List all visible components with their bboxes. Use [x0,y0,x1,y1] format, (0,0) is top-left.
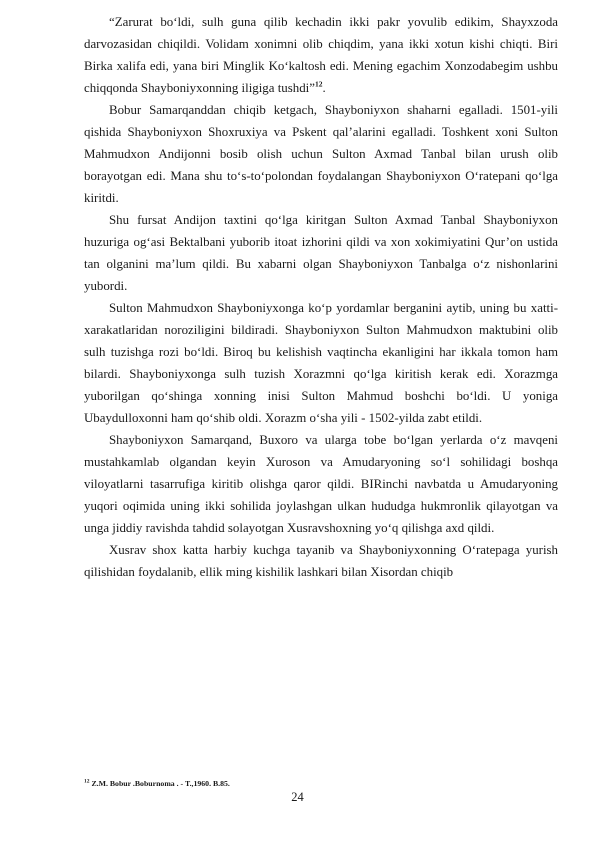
paragraph-2: Bobur Samarqanddan chiqib ketgach, Shayboniyxon shaharni egalladi. 1501-yili qishida Shayboniyxon Shoxruxiya va Pskent qal’alarini egalladi. Toshkent xoni Sulton Mahmudxon Andijonni bosib olish uchun Sulton Axmad Tanbal bilan urush olib borayotgan edi. Mana shu to‘s-to‘polondan foydalangan Shayboniyxon O‘ratepani qo‘lga kiritdi. [84,103,558,205]
page-number: 24 [291,790,304,804]
footnote-text: Z.M. Bobur .Boburnoma . - T.,1960. B.85. [89,779,230,788]
paragraph-5: Shayboniyxon Samarqand, Buxoro va ularga tobe bo‘lgan yerlarda o‘z mavqeni mustahkamlab olgandan keyin Xuroson va Amudaryoning so‘l sohilidagi boshqa viloyatlarni tasarrufiga kiritib olishga qaror qildi. BIRinchi navbatda u Amudaryoning yuqori oqimida uning ikki sohilida joylashgan ulkan hududga hukmronlik qilayotgan va unga jiddiy ravishda tahdid solayotgan Xusravshoxning yo‘q qilishga axd qildi. [84,433,558,535]
paragraph-4: Sulton Mahmudxon Shayboniyxonga ko‘p yordamlar berganini aytib, uning bu xatti-xarakatlaridan noroziligini bildiradi. Shayboniyxon Sulton Mahmudxon maktubini olib sulh tuzishga rozi bo‘ldi. Biroq bu kelishish vaqtincha ekanligini har ikkala tomon ham bilardi. Shayboniyxonga sulh tuzish Xorazmni qo‘lga kiritish kerak edi. Xorazmga yuborilgan qo‘shinga xonning inisi Sulton Mahmud boshchi bo‘ldi. U yoniga Ubaydulloxonni ham qo‘shib oldi. Xorazm o‘sha yili - 1502-yilda zabt etildi. [84,301,558,425]
paragraph-1-tail: . [322,81,326,95]
paragraph-6: Xusrav shox katta harbiy kuchga tayanib va Shayboniyxonning O‘ratepaga yurish qilishidan foydalanib, ellik ming kishilik lashkari bilan Xisordan chiqib [84,543,558,579]
footnote-mark: 12 [84,778,90,785]
paragraph-1 [84,11,558,99]
paragraph-3: Shu fursat Andijon taxtini qo‘lga kiritgan Sulton Axmad Tanbal Shayboniyxon huzuriga og‘asi Bektalbani yuborib itoat izhorini qildi va xon xokimiyatini Qur’on ustida tan olganini ma’lum qildi. Bu xabarni olgan Shayboniyxon Tanbalga o‘z nishonlarini yubordi. [84,213,558,293]
paragraph-1-text: “Zarurat bo‘ldi, sulh guna qilib kechadin ikki pakr yovulib edikim, Shayxzoda darvozasidan chiqildi. Volidam xonimni olib chiqdim, yana ikki xotun kishi chiqti. Biri Birka xalifa edi, yana biri Minglik Ko‘kaltosh edi. Mening egachim Xonzodabegim ushbu chiqqonda Shayboniyxonning iligiga tushdi” [84,15,558,95]
footnote [84,779,558,788]
footnote-reference: 12 [314,79,323,89]
body-text [84,11,558,583]
